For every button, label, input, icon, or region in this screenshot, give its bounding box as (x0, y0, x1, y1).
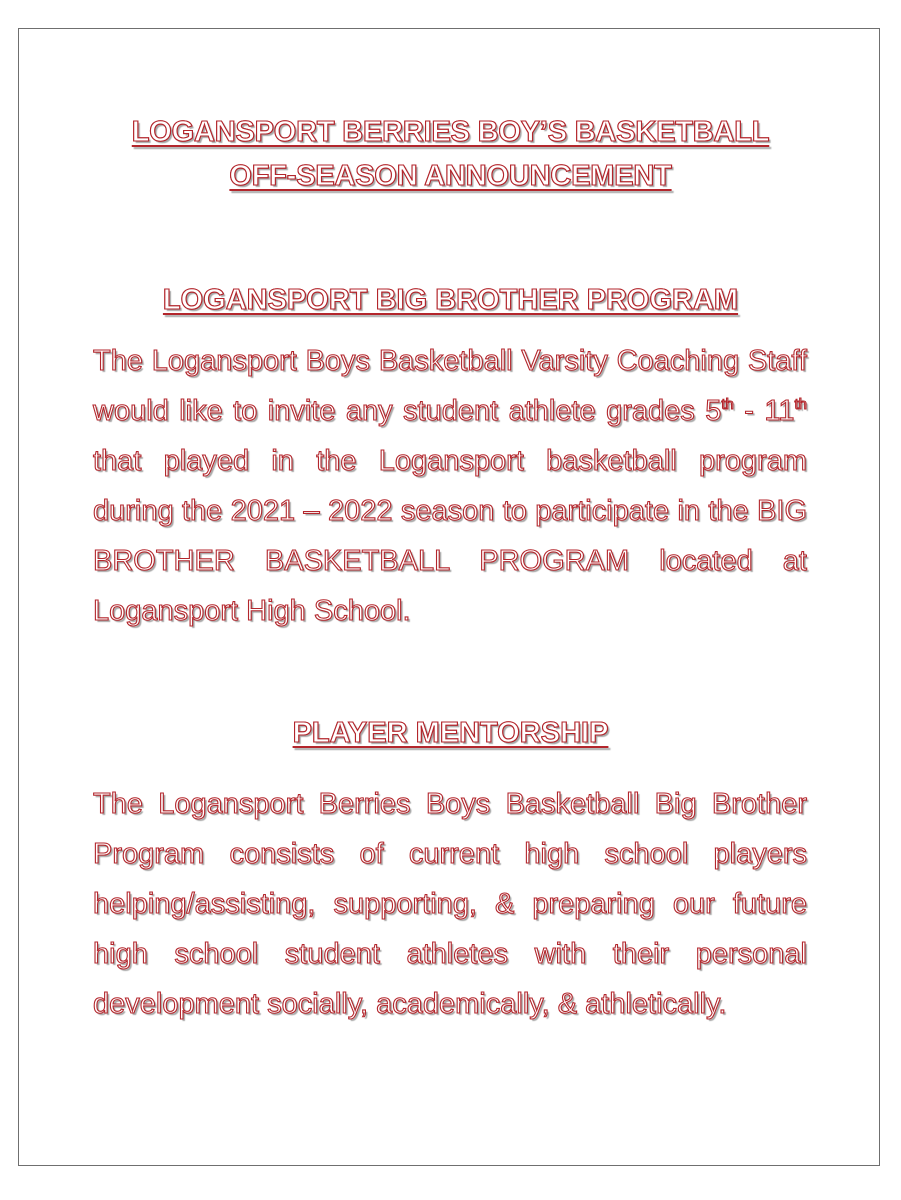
section-body-mentorship: The Logansport Berries Boys Basketball Big Brother Program consists of current high school players helping/assisting, supporting, & preparing our future high school student athletes with their personal development socially, academically, & athletically. (93, 788, 807, 1020)
ordinal-suffix-11th: th (794, 396, 807, 413)
section-heading-mentorship: PLAYER MENTORSHIP (292, 717, 609, 749)
section-body-big-brother (93, 336, 807, 636)
body-text-middle: - 11 (733, 395, 795, 427)
ordinal-suffix-5th: th (721, 396, 734, 413)
section-heading-big-brother: LOGANSPORT BIG BROTHER PROGRAM (162, 284, 739, 316)
title-line-1: LOGANSPORT BERRIES BOY’S BASKETBALL (131, 116, 770, 148)
title-line-2: OFF-SEASON ANNOUNCEMENT (229, 160, 672, 192)
body-text-start: The Logansport Boys Basketball Varsity Coaching Staff would like to invite any student athlete grades 5 (93, 345, 807, 427)
body-text-end: that played in the Logansport basketball program during the 2021 – 2022 season to participate in the BIG BROTHER BASKETBALL PROGRAM located at Logansport High School. (93, 445, 807, 627)
announcement-title (0, 110, 901, 198)
